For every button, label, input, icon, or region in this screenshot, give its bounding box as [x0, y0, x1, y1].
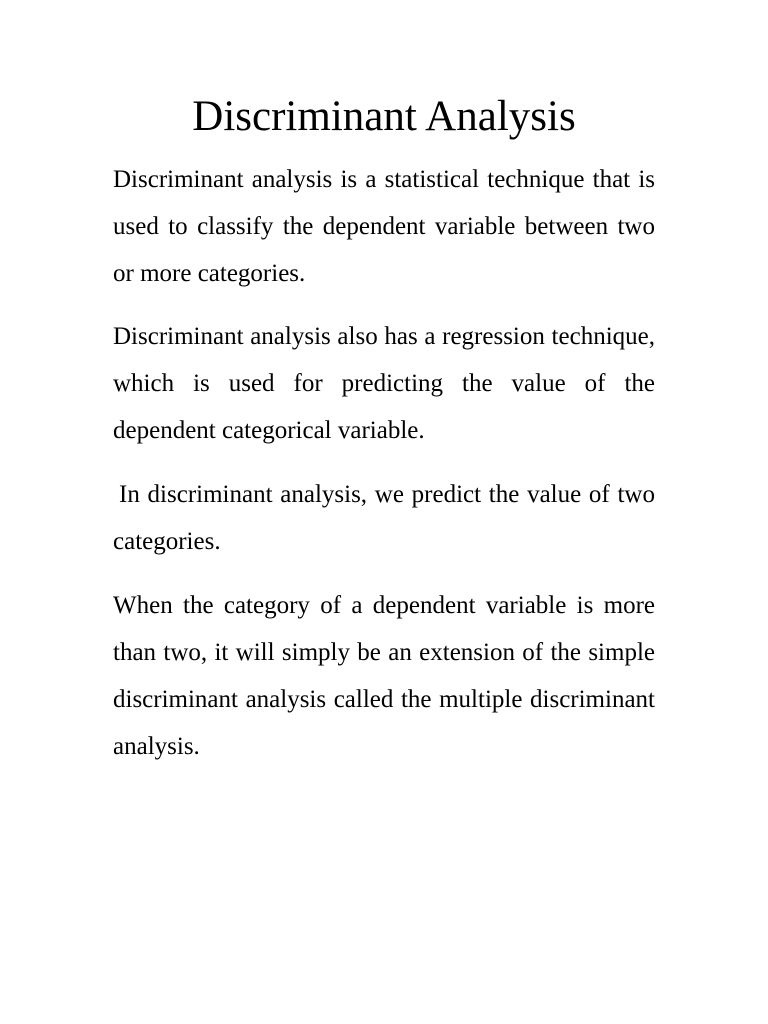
paragraph-regression: Discriminant analysis also has a regression technique, which is used for predicting the value of the dependent categorical variable.: [113, 323, 655, 444]
document-title: Discriminant Analysis: [192, 93, 576, 140]
paragraph-two-categories: In discriminant analysis, we predict the value of two categories.: [113, 481, 655, 555]
paragraph-multiple: When the category of a dependent variable is more than two, it will simply be an extension of the simple discriminant analysis called the multiple discriminant analysis.: [113, 592, 655, 760]
document-page: [113, 86, 655, 770]
paragraph-definition: Discriminant analysis is a statistical technique that is used to classify the dependent variable between two or more categories.: [113, 166, 655, 287]
